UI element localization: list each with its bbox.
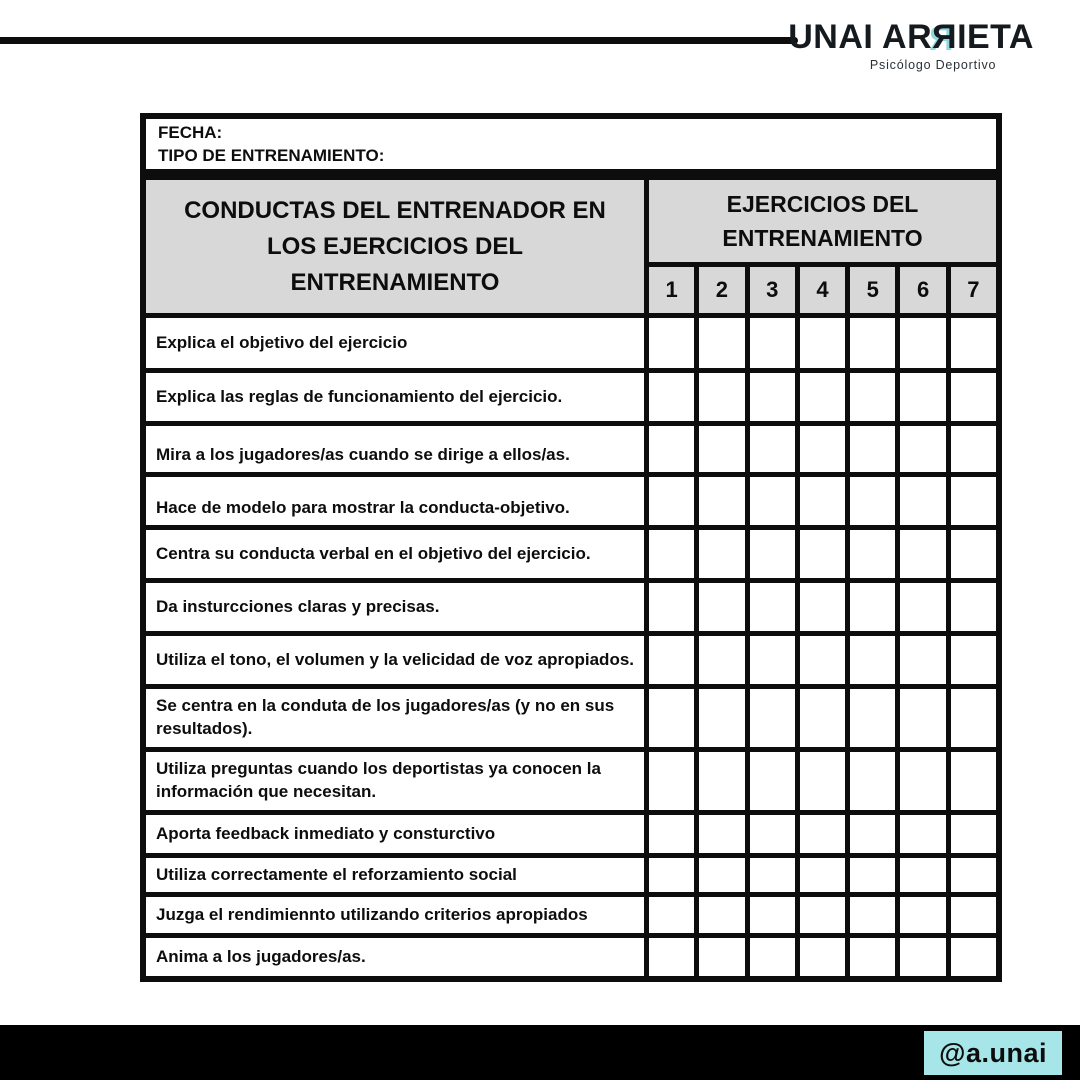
score-cell-r2-c5[interactable] xyxy=(850,373,895,421)
reversed-r-glyph: Я xyxy=(932,18,958,56)
score-cell-r4-c5[interactable] xyxy=(850,477,895,525)
right-header-line-1: EJERCICIOS DEL xyxy=(726,190,919,217)
behavior-label-2: Explica las reglas de funcionamiento del ejercicio. xyxy=(146,373,644,421)
score-cell-r8-c1[interactable] xyxy=(649,689,694,747)
score-cell-r2-c3[interactable] xyxy=(750,373,795,421)
score-cell-r1-c4[interactable] xyxy=(800,318,845,368)
score-cell-r11-c7[interactable] xyxy=(951,858,996,892)
score-cell-r3-c2[interactable] xyxy=(699,426,744,472)
behavior-label-4: Hace de modelo para mostrar la conducta-objetivo. xyxy=(146,477,644,525)
score-cell-r13-c1[interactable] xyxy=(649,938,694,976)
brand-logo xyxy=(788,18,1034,72)
score-cell-r9-c3[interactable] xyxy=(750,752,795,810)
tipo-entrenamiento-label: TIPO DE ENTRENAMIENTO: xyxy=(158,146,385,165)
score-cell-r12-c6[interactable] xyxy=(900,897,945,933)
behavior-label-3: Mira a los jugadores/as cuando se dirige a ellos/as. xyxy=(146,426,644,472)
footer-bar xyxy=(0,1025,1080,1080)
exercise-col-5: 5 xyxy=(850,267,895,313)
score-cell-r3-c5[interactable] xyxy=(850,426,895,472)
meta-box xyxy=(140,113,1002,175)
score-cell-r10-c5[interactable] xyxy=(850,815,895,853)
checklist-form xyxy=(140,113,1002,982)
score-cell-r8-c7[interactable] xyxy=(951,689,996,747)
behavior-label-12: Juzga el rendimiennto utilizando criterios apropiados xyxy=(146,897,644,933)
score-cell-r5-c5[interactable] xyxy=(850,530,895,578)
score-cell-r9-c6[interactable] xyxy=(900,752,945,810)
left-header xyxy=(146,180,644,313)
score-cell-r5-c6[interactable] xyxy=(900,530,945,578)
score-cell-r2-c6[interactable] xyxy=(900,373,945,421)
score-cell-r3-c3[interactable] xyxy=(750,426,795,472)
score-cell-r11-c1[interactable] xyxy=(649,858,694,892)
behavior-label-8: Se centra en la conduta de los jugadores/as (y no en sus resultados). xyxy=(146,689,644,747)
score-cell-r6-c1[interactable] xyxy=(649,583,694,631)
left-header-line-3: ENTRENAMIENTO xyxy=(290,268,500,296)
score-cell-r8-c2[interactable] xyxy=(699,689,744,747)
left-header-line-2: LOS EJERCICIOS DEL xyxy=(266,232,524,260)
brand-name-right: IETA xyxy=(957,18,1034,56)
score-cell-r5-c1[interactable] xyxy=(649,530,694,578)
score-cell-r1-c2[interactable] xyxy=(699,318,744,368)
brand-name xyxy=(788,18,1034,57)
score-cell-r1-c7[interactable] xyxy=(951,318,996,368)
score-cell-r11-c3[interactable] xyxy=(750,858,795,892)
exercise-col-2: 2 xyxy=(699,267,744,313)
score-cell-r9-c7[interactable] xyxy=(951,752,996,810)
exercise-col-1: 1 xyxy=(649,267,694,313)
behavior-label-11: Utiliza correctamente el reforzamiento social xyxy=(146,858,644,892)
score-cell-r7-c6[interactable] xyxy=(900,636,945,684)
brand-subtitle: Psicólogo Deportivo xyxy=(869,58,997,72)
score-cell-r11-c4[interactable] xyxy=(800,858,845,892)
score-cell-r4-c2[interactable] xyxy=(699,477,744,525)
left-header-line-1: CONDUCTAS DEL ENTRENADOR EN xyxy=(184,196,606,224)
score-cell-r10-c3[interactable] xyxy=(750,815,795,853)
score-cell-r12-c3[interactable] xyxy=(750,897,795,933)
score-cell-r2-c1[interactable] xyxy=(649,373,694,421)
score-cell-r7-c1[interactable] xyxy=(649,636,694,684)
score-cell-r13-c3[interactable] xyxy=(750,938,795,976)
brand-name-left: UNAI AR xyxy=(788,18,933,56)
score-cell-r4-c6[interactable] xyxy=(900,477,945,525)
score-cell-r12-c1[interactable] xyxy=(649,897,694,933)
score-cell-r9-c1[interactable] xyxy=(649,752,694,810)
score-cell-r6-c3[interactable] xyxy=(750,583,795,631)
score-cell-r7-c4[interactable] xyxy=(800,636,845,684)
score-cell-r5-c2[interactable] xyxy=(699,530,744,578)
exercise-col-4: 4 xyxy=(800,267,845,313)
behavior-label-10: Aporta feedback inmediato y consturctivo xyxy=(146,815,644,853)
score-cell-r8-c4[interactable] xyxy=(800,689,845,747)
score-cell-r11-c5[interactable] xyxy=(850,858,895,892)
score-cell-r11-c6[interactable] xyxy=(900,858,945,892)
score-cell-r9-c4[interactable] xyxy=(800,752,845,810)
score-cell-r10-c6[interactable] xyxy=(900,815,945,853)
score-cell-r3-c1[interactable] xyxy=(649,426,694,472)
behavior-label-9: Utiliza preguntas cuando los deportistas ya conocen la información que necesitan. xyxy=(146,752,644,810)
exercise-col-6: 6 xyxy=(900,267,945,313)
score-cell-r11-c2[interactable] xyxy=(699,858,744,892)
header-rule xyxy=(0,37,798,44)
score-cell-r12-c7[interactable] xyxy=(951,897,996,933)
behavior-label-5: Centra su conducta verbal en el objetivo del ejercicio. xyxy=(146,530,644,578)
score-cell-r2-c2[interactable] xyxy=(699,373,744,421)
score-cell-r10-c1[interactable] xyxy=(649,815,694,853)
score-cell-r1-c1[interactable] xyxy=(649,318,694,368)
score-cell-r10-c2[interactable] xyxy=(699,815,744,853)
score-cell-r3-c7[interactable] xyxy=(951,426,996,472)
score-cell-r13-c2[interactable] xyxy=(699,938,744,976)
score-cell-r6-c7[interactable] xyxy=(951,583,996,631)
score-cell-r13-c5[interactable] xyxy=(850,938,895,976)
score-cell-r13-c7[interactable] xyxy=(951,938,996,976)
score-cell-r7-c7[interactable] xyxy=(951,636,996,684)
score-cell-r7-c2[interactable] xyxy=(699,636,744,684)
behavior-label-1: Explica el objetivo del ejercicio xyxy=(146,318,644,368)
score-cell-r10-c7[interactable] xyxy=(951,815,996,853)
score-cell-r10-c4[interactable] xyxy=(800,815,845,853)
score-cell-r8-c3[interactable] xyxy=(750,689,795,747)
score-cell-r3-c6[interactable] xyxy=(900,426,945,472)
score-cell-r4-c3[interactable] xyxy=(750,477,795,525)
score-cell-r2-c4[interactable] xyxy=(800,373,845,421)
score-cell-r9-c2[interactable] xyxy=(699,752,744,810)
score-cell-r12-c4[interactable] xyxy=(800,897,845,933)
checklist-table xyxy=(140,174,1002,982)
score-cell-r7-c5[interactable] xyxy=(850,636,895,684)
score-cell-r6-c2[interactable] xyxy=(699,583,744,631)
behavior-label-13: Anima a los jugadores/as. xyxy=(146,938,644,976)
fecha-label: FECHA: xyxy=(158,122,223,142)
behavior-label-7: Utiliza el tono, el volumen y la velicidad de voz apropiados. xyxy=(146,636,644,684)
score-cell-r4-c7[interactable] xyxy=(951,477,996,525)
score-cell-r12-c2[interactable] xyxy=(699,897,744,933)
exercise-col-3: 3 xyxy=(750,267,795,313)
score-cell-r8-c5[interactable] xyxy=(850,689,895,747)
score-cell-r8-c6[interactable] xyxy=(900,689,945,747)
instagram-handle-badge: @a.unai xyxy=(924,1031,1062,1075)
score-cell-r5-c3[interactable] xyxy=(750,530,795,578)
score-cell-r4-c4[interactable] xyxy=(800,477,845,525)
score-cell-r13-c6[interactable] xyxy=(900,938,945,976)
score-cell-r4-c1[interactable] xyxy=(649,477,694,525)
score-cell-r5-c7[interactable] xyxy=(951,530,996,578)
score-cell-r7-c3[interactable] xyxy=(750,636,795,684)
exercise-col-7: 7 xyxy=(951,267,996,313)
score-cell-r13-c4[interactable] xyxy=(800,938,845,976)
behavior-label-6: Da insturcciones claras y precisas. xyxy=(146,583,644,631)
score-cell-r12-c5[interactable] xyxy=(850,897,895,933)
score-cell-r1-c3[interactable] xyxy=(750,318,795,368)
score-cell-r5-c4[interactable] xyxy=(800,530,845,578)
score-cell-r6-c5[interactable] xyxy=(850,583,895,631)
score-cell-r6-c6[interactable] xyxy=(900,583,945,631)
score-cell-r6-c4[interactable] xyxy=(800,583,845,631)
score-cell-r9-c5[interactable] xyxy=(850,752,895,810)
right-header-line-2: ENTRENAMIENTO xyxy=(722,225,923,251)
score-cell-r1-c6[interactable] xyxy=(900,318,945,368)
right-header xyxy=(649,180,996,262)
score-cell-r2-c7[interactable] xyxy=(951,373,996,421)
score-cell-r3-c4[interactable] xyxy=(800,426,845,472)
score-cell-r1-c5[interactable] xyxy=(850,318,895,368)
